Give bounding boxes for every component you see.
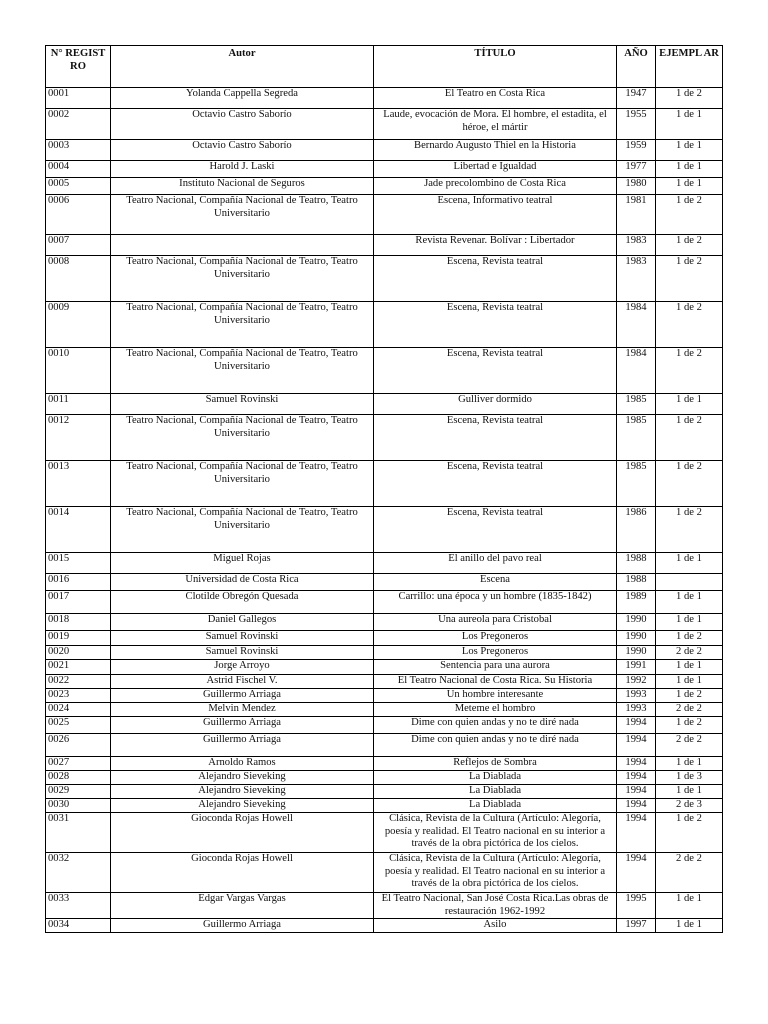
table-row bbox=[46, 853, 723, 893]
cell-ejemplar: 1 de 2 bbox=[656, 88, 723, 109]
cell-anio: 1984 bbox=[617, 302, 656, 348]
cell-titulo: Revista Revenar. Bolívar : Libertador bbox=[374, 235, 617, 256]
cell-num: 0007 bbox=[46, 235, 111, 256]
cell-autor: Gioconda Rojas Howell bbox=[111, 813, 374, 853]
cell-anio: 1984 bbox=[617, 348, 656, 394]
cell-anio: 1983 bbox=[617, 256, 656, 302]
cell-num: 0012 bbox=[46, 415, 111, 461]
cell-titulo: El Teatro Nacional, San José Costa Rica.Las obras de restauración 1962-1992 bbox=[374, 893, 617, 919]
cell-titulo: Un hombre interesante bbox=[374, 689, 617, 703]
table-row bbox=[46, 161, 723, 178]
cell-num: 0002 bbox=[46, 109, 111, 140]
table-row bbox=[46, 507, 723, 553]
cell-anio: 1947 bbox=[617, 88, 656, 109]
cell-titulo: Escena, Revista teatral bbox=[374, 348, 617, 394]
cell-ejemplar: 1 de 2 bbox=[656, 631, 723, 646]
table-row bbox=[46, 140, 723, 161]
table-row bbox=[46, 574, 723, 591]
cell-anio: 1994 bbox=[617, 757, 656, 771]
cell-ejemplar: 1 de 1 bbox=[656, 591, 723, 614]
table-row bbox=[46, 235, 723, 256]
cell-titulo: Escena, Revista teatral bbox=[374, 256, 617, 302]
cell-anio: 1994 bbox=[617, 734, 656, 757]
cell-titulo: La Diablada bbox=[374, 771, 617, 785]
cell-anio: 1995 bbox=[617, 893, 656, 919]
table-row bbox=[46, 591, 723, 614]
cell-num: 0004 bbox=[46, 161, 111, 178]
document-page bbox=[45, 45, 722, 933]
cell-num: 0030 bbox=[46, 799, 111, 813]
cell-autor: Harold J. Laski bbox=[111, 161, 374, 178]
cell-autor: Teatro Nacional, Compañía Nacional de Teatro, Teatro Universitario bbox=[111, 256, 374, 302]
cell-num: 0017 bbox=[46, 591, 111, 614]
cell-titulo: Los Pregoneros bbox=[374, 631, 617, 646]
table-row bbox=[46, 919, 723, 933]
cell-anio: 1993 bbox=[617, 703, 656, 717]
cell-titulo: La Diablada bbox=[374, 785, 617, 799]
cell-anio: 1986 bbox=[617, 507, 656, 553]
table-row bbox=[46, 717, 723, 734]
cell-anio: 1983 bbox=[617, 235, 656, 256]
cell-ejemplar: 1 de 2 bbox=[656, 195, 723, 235]
cell-titulo: Los Pregoneros bbox=[374, 646, 617, 660]
cell-autor: Octavio Castro Saborío bbox=[111, 140, 374, 161]
cell-anio: 1980 bbox=[617, 178, 656, 195]
table-header bbox=[46, 46, 723, 88]
table-row bbox=[46, 195, 723, 235]
cell-ejemplar: 1 de 2 bbox=[656, 507, 723, 553]
cell-autor bbox=[111, 235, 374, 256]
cell-titulo: Bernardo Augusto Thiel en la Historia bbox=[374, 140, 617, 161]
cell-anio: 1993 bbox=[617, 689, 656, 703]
cell-num: 0015 bbox=[46, 553, 111, 574]
cell-ejemplar: 1 de 2 bbox=[656, 689, 723, 703]
table-row bbox=[46, 109, 723, 140]
cell-num: 0032 bbox=[46, 853, 111, 893]
cell-anio: 1989 bbox=[617, 591, 656, 614]
cell-anio: 1990 bbox=[617, 631, 656, 646]
cell-anio: 1988 bbox=[617, 574, 656, 591]
cell-autor: Samuel Rovinski bbox=[111, 646, 374, 660]
cell-titulo: Clásica, Revista de la Cultura (Artículo: Alegoría, poesía y realidad. El Teatro nacional en su interior a través de la obra pictórica de los cielos. bbox=[374, 853, 617, 893]
cell-ejemplar: 1 de 2 bbox=[656, 415, 723, 461]
cell-anio: 1985 bbox=[617, 394, 656, 415]
cell-ejemplar: 1 de 1 bbox=[656, 660, 723, 675]
table-row bbox=[46, 614, 723, 631]
cell-autor: Teatro Nacional, Compañía Nacional de Teatro, Teatro Universitario bbox=[111, 302, 374, 348]
cell-anio: 1994 bbox=[617, 813, 656, 853]
cell-num: 0016 bbox=[46, 574, 111, 591]
cell-autor: Yolanda Cappella Segreda bbox=[111, 88, 374, 109]
cell-num: 0008 bbox=[46, 256, 111, 302]
cell-autor: Teatro Nacional, Compañía Nacional de Teatro, Teatro Universitario bbox=[111, 461, 374, 507]
cell-anio: 1990 bbox=[617, 614, 656, 631]
cell-num: 0001 bbox=[46, 88, 111, 109]
cell-ejemplar: 1 de 2 bbox=[656, 235, 723, 256]
table-row bbox=[46, 771, 723, 785]
cell-autor: Teatro Nacional, Compañía Nacional de Teatro, Teatro Universitario bbox=[111, 415, 374, 461]
table-row bbox=[46, 256, 723, 302]
cell-ejemplar: 2 de 3 bbox=[656, 799, 723, 813]
cell-autor: Alejandro Sieveking bbox=[111, 799, 374, 813]
cell-titulo: El Teatro Nacional de Costa Rica. Su Historia bbox=[374, 675, 617, 689]
cell-anio: 1981 bbox=[617, 195, 656, 235]
cell-anio: 1991 bbox=[617, 660, 656, 675]
cell-titulo: Carrillo: una época y un hombre (1835-1842) bbox=[374, 591, 617, 614]
table-row bbox=[46, 553, 723, 574]
cell-num: 0021 bbox=[46, 660, 111, 675]
cell-autor: Teatro Nacional, Compañía Nacional de Teatro, Teatro Universitario bbox=[111, 195, 374, 235]
cell-ejemplar: 1 de 1 bbox=[656, 140, 723, 161]
cell-num: 0011 bbox=[46, 394, 111, 415]
cell-anio: 1985 bbox=[617, 415, 656, 461]
cell-titulo: Jade precolombino de Costa Rica bbox=[374, 178, 617, 195]
cell-ejemplar: 1 de 1 bbox=[656, 178, 723, 195]
cell-titulo: Escena, Revista teatral bbox=[374, 461, 617, 507]
header-ejemplar: EJEMPL AR bbox=[656, 46, 723, 88]
table-row bbox=[46, 415, 723, 461]
cell-num: 0027 bbox=[46, 757, 111, 771]
cell-autor: Astrid Fischel V. bbox=[111, 675, 374, 689]
table-row bbox=[46, 893, 723, 919]
cell-autor: Gioconda Rojas Howell bbox=[111, 853, 374, 893]
registry-table bbox=[45, 45, 723, 933]
cell-autor: Guillermo Arriaga bbox=[111, 734, 374, 757]
cell-autor: Clotilde Obregón Quesada bbox=[111, 591, 374, 614]
cell-autor: Jorge Arroyo bbox=[111, 660, 374, 675]
table-row bbox=[46, 703, 723, 717]
cell-anio: 1994 bbox=[617, 717, 656, 734]
cell-ejemplar: 2 de 2 bbox=[656, 853, 723, 893]
table-row bbox=[46, 646, 723, 660]
table-row bbox=[46, 813, 723, 853]
cell-titulo: Meteme el hombro bbox=[374, 703, 617, 717]
cell-ejemplar: 1 de 1 bbox=[656, 893, 723, 919]
table-row bbox=[46, 675, 723, 689]
cell-autor: Instituto Nacional de Seguros bbox=[111, 178, 374, 195]
table-row bbox=[46, 302, 723, 348]
cell-titulo: Escena, Revista teatral bbox=[374, 302, 617, 348]
cell-num: 0031 bbox=[46, 813, 111, 853]
table-row bbox=[46, 88, 723, 109]
cell-autor: Teatro Nacional, Compañía Nacional de Teatro, Teatro Universitario bbox=[111, 507, 374, 553]
cell-ejemplar: 2 de 2 bbox=[656, 734, 723, 757]
cell-anio: 1997 bbox=[617, 919, 656, 933]
cell-num: 0018 bbox=[46, 614, 111, 631]
cell-titulo: Sentencia para una aurora bbox=[374, 660, 617, 675]
table-row bbox=[46, 734, 723, 757]
cell-num: 0010 bbox=[46, 348, 111, 394]
cell-titulo: Dime con quien andas y no te diré nada bbox=[374, 734, 617, 757]
table-row bbox=[46, 461, 723, 507]
cell-num: 0019 bbox=[46, 631, 111, 646]
cell-titulo: Libertad e Igualdad bbox=[374, 161, 617, 178]
cell-ejemplar: 1 de 2 bbox=[656, 348, 723, 394]
header-autor: Autor bbox=[111, 46, 374, 88]
cell-ejemplar: 1 de 1 bbox=[656, 553, 723, 574]
cell-num: 0026 bbox=[46, 734, 111, 757]
table-row bbox=[46, 631, 723, 646]
cell-titulo: Escena, Informativo teatral bbox=[374, 195, 617, 235]
cell-ejemplar: 1 de 1 bbox=[656, 757, 723, 771]
cell-num: 0020 bbox=[46, 646, 111, 660]
table-row bbox=[46, 348, 723, 394]
cell-num: 0033 bbox=[46, 893, 111, 919]
cell-anio: 1994 bbox=[617, 785, 656, 799]
cell-ejemplar: 1 de 1 bbox=[656, 161, 723, 178]
cell-titulo: Gulliver dormido bbox=[374, 394, 617, 415]
cell-autor: Daniel Gallegos bbox=[111, 614, 374, 631]
table-row bbox=[46, 689, 723, 703]
cell-titulo: La Diablada bbox=[374, 799, 617, 813]
cell-num: 0014 bbox=[46, 507, 111, 553]
table-row bbox=[46, 785, 723, 799]
cell-num: 0023 bbox=[46, 689, 111, 703]
cell-num: 0034 bbox=[46, 919, 111, 933]
cell-autor: Alejandro Sieveking bbox=[111, 771, 374, 785]
cell-titulo: Clásica, Revista de la Cultura (Artículo: Alegoría, poesía y realidad. El Teatro nacional en su interior a través de la obra pictórica de los cielos. bbox=[374, 813, 617, 853]
cell-titulo: Laude, evocación de Mora. El hombre, el estadita, el héroe, el mártir bbox=[374, 109, 617, 140]
cell-ejemplar: 1 de 1 bbox=[656, 675, 723, 689]
table-row bbox=[46, 757, 723, 771]
cell-autor: Samuel Rovinski bbox=[111, 394, 374, 415]
cell-autor: Guillermo Arriaga bbox=[111, 689, 374, 703]
cell-num: 0003 bbox=[46, 140, 111, 161]
cell-num: 0029 bbox=[46, 785, 111, 799]
cell-ejemplar: 1 de 1 bbox=[656, 614, 723, 631]
cell-anio: 1994 bbox=[617, 853, 656, 893]
table-row bbox=[46, 660, 723, 675]
cell-autor: Edgar Vargas Vargas bbox=[111, 893, 374, 919]
cell-autor: Samuel Rovinski bbox=[111, 631, 374, 646]
cell-anio: 1959 bbox=[617, 140, 656, 161]
table-row bbox=[46, 178, 723, 195]
cell-autor: Octavio Castro Saborío bbox=[111, 109, 374, 140]
header-titulo: TÍTULO bbox=[374, 46, 617, 88]
cell-num: 0022 bbox=[46, 675, 111, 689]
cell-num: 0024 bbox=[46, 703, 111, 717]
cell-anio: 1994 bbox=[617, 771, 656, 785]
cell-ejemplar: 1 de 2 bbox=[656, 717, 723, 734]
cell-anio: 1988 bbox=[617, 553, 656, 574]
cell-autor: Teatro Nacional, Compañía Nacional de Teatro, Teatro Universitario bbox=[111, 348, 374, 394]
header-anio: AÑO bbox=[617, 46, 656, 88]
cell-ejemplar: 1 de 1 bbox=[656, 109, 723, 140]
table-row bbox=[46, 799, 723, 813]
cell-titulo: Asilo bbox=[374, 919, 617, 933]
cell-anio: 1977 bbox=[617, 161, 656, 178]
cell-ejemplar: 2 de 2 bbox=[656, 646, 723, 660]
cell-anio: 1955 bbox=[617, 109, 656, 140]
cell-titulo: Una aureola para Cristobal bbox=[374, 614, 617, 631]
cell-num: 0005 bbox=[46, 178, 111, 195]
cell-ejemplar: 1 de 1 bbox=[656, 785, 723, 799]
cell-ejemplar: 1 de 3 bbox=[656, 771, 723, 785]
cell-autor: Universidad de Costa Rica bbox=[111, 574, 374, 591]
cell-ejemplar: 1 de 2 bbox=[656, 302, 723, 348]
cell-autor: Alejandro Sieveking bbox=[111, 785, 374, 799]
cell-num: 0028 bbox=[46, 771, 111, 785]
cell-ejemplar: 1 de 1 bbox=[656, 919, 723, 933]
table-body bbox=[46, 88, 723, 933]
cell-titulo: Dime con quien andas y no te diré nada bbox=[374, 717, 617, 734]
cell-autor: Guillermo Arriaga bbox=[111, 717, 374, 734]
cell-ejemplar bbox=[656, 574, 723, 591]
cell-num: 0025 bbox=[46, 717, 111, 734]
cell-ejemplar: 1 de 1 bbox=[656, 394, 723, 415]
cell-autor: Arnoldo Ramos bbox=[111, 757, 374, 771]
cell-ejemplar: 1 de 2 bbox=[656, 256, 723, 302]
cell-num: 0006 bbox=[46, 195, 111, 235]
cell-titulo: Escena, Revista teatral bbox=[374, 415, 617, 461]
cell-anio: 1990 bbox=[617, 646, 656, 660]
cell-titulo: Escena, Revista teatral bbox=[374, 507, 617, 553]
cell-autor: Guillermo Arriaga bbox=[111, 919, 374, 933]
cell-anio: 1992 bbox=[617, 675, 656, 689]
header-num: N° REGIST RO bbox=[46, 46, 111, 88]
cell-anio: 1994 bbox=[617, 799, 656, 813]
cell-titulo: Escena bbox=[374, 574, 617, 591]
cell-titulo: El Teatro en Costa Rica bbox=[374, 88, 617, 109]
cell-num: 0009 bbox=[46, 302, 111, 348]
cell-anio: 1985 bbox=[617, 461, 656, 507]
cell-num: 0013 bbox=[46, 461, 111, 507]
cell-titulo: El anillo del pavo real bbox=[374, 553, 617, 574]
cell-autor: Melvin Mendez bbox=[111, 703, 374, 717]
cell-ejemplar: 2 de 2 bbox=[656, 703, 723, 717]
cell-titulo: Reflejos de Sombra bbox=[374, 757, 617, 771]
table-row bbox=[46, 394, 723, 415]
cell-autor: Miguel Rojas bbox=[111, 553, 374, 574]
cell-ejemplar: 1 de 2 bbox=[656, 461, 723, 507]
cell-ejemplar: 1 de 2 bbox=[656, 813, 723, 853]
